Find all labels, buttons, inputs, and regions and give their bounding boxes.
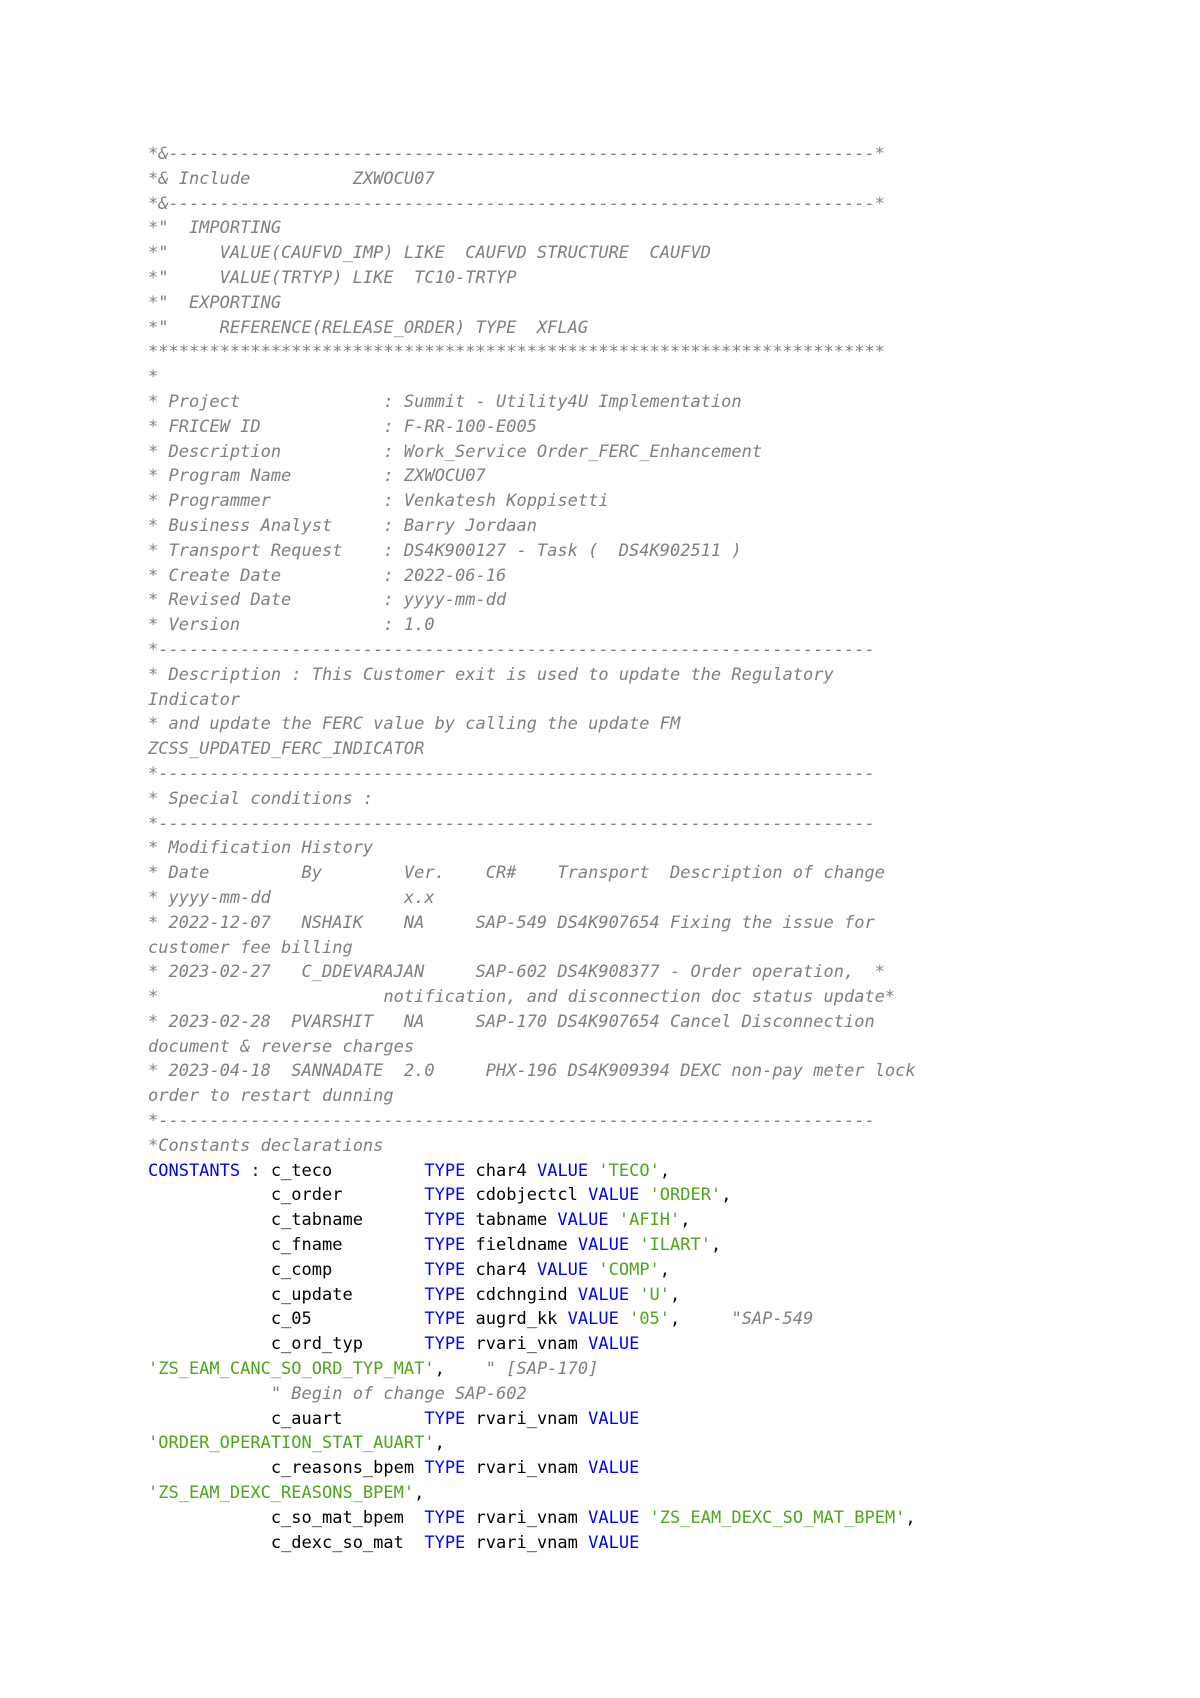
code-line (148, 564, 1168, 589)
comment-token: * Programmer : Venkatesh Koppisetti (148, 491, 609, 512)
code-line (148, 1382, 1168, 1407)
comment-token: * Create Date : 2022-06-16 (148, 565, 507, 586)
code-line (148, 712, 1168, 737)
code-token: augrd_kk (475, 1309, 568, 1330)
code-token: , (680, 1210, 691, 1231)
comment-token: " [SAP-170] (485, 1359, 599, 1380)
code-line (148, 440, 1168, 465)
code-line (148, 266, 1168, 291)
comment-token: *& Include ZXWOCU07 (148, 168, 435, 189)
comment-token: * 2023-04-18 SANNADATE 2.0 PHX-196 DS4K909394 DEXC non-pay meter lock (148, 1061, 916, 1082)
code-token: , (670, 1309, 732, 1330)
code-token: , (434, 1359, 486, 1380)
keyword-token: VALUE (577, 1235, 640, 1256)
comment-token: * yyyy-mm-dd x.x (148, 887, 435, 908)
keyword-token: TYPE (424, 1284, 476, 1305)
code-line (148, 638, 1168, 663)
comment-token: ZCSS_UPDATED_FERC_INDICATOR (148, 739, 425, 760)
code-line (148, 1431, 1168, 1456)
keyword-token: VALUE (588, 1532, 640, 1553)
code-line (148, 1307, 1168, 1332)
keyword-token: TYPE (424, 1185, 476, 1206)
comment-token: *" IMPORTING (148, 218, 282, 239)
code-token: rvari_vnam (475, 1532, 589, 1553)
code-line (148, 415, 1168, 440)
code-line (148, 1456, 1168, 1481)
code-line (148, 762, 1168, 787)
comment-token: *---------------------------------------------------------------------- (148, 639, 875, 660)
comment-token: *" VALUE(CAUFVD_IMP) LIKE CAUFVD STRUCTURE CAUFVD (148, 243, 711, 264)
code-line (148, 886, 1168, 911)
code-line (148, 985, 1168, 1010)
string-token: 'TECO' (598, 1160, 660, 1181)
comment-token: * Modification History (148, 838, 374, 859)
comment-token: *---------------------------------------------------------------------- (148, 1111, 875, 1132)
keyword-token: VALUE (567, 1309, 630, 1330)
comment-token: * Program Name : ZXWOCU07 (148, 466, 486, 487)
comment-token: *&---------------------------------------------------------------------* (148, 144, 885, 164)
code-token: c_update (148, 1284, 425, 1305)
code-line (148, 1159, 1168, 1184)
code-line (148, 812, 1168, 837)
code-line (148, 142, 1168, 167)
code-token: rvari_vnam (475, 1334, 589, 1355)
keyword-token: VALUE (588, 1185, 650, 1206)
comment-token: *" REFERENCE(RELEASE_ORDER) TYPE XFLAG (148, 317, 589, 338)
comment-token: ************************************************************************ (148, 342, 885, 363)
code-token: , (659, 1160, 671, 1181)
comment-token: * notification, and disconnection doc status update* (148, 987, 896, 1008)
code-line (148, 1233, 1168, 1258)
code-token: fieldname (475, 1235, 578, 1256)
comment-token: *---------------------------------------------------------------------- (148, 813, 875, 834)
code-line (148, 390, 1168, 415)
code-token: cdchngind (475, 1284, 578, 1305)
code-line (148, 1059, 1168, 1084)
code-line (148, 1010, 1168, 1035)
code-token: c_tabname (148, 1210, 425, 1231)
code-token: c_so_mat_bpem (148, 1507, 425, 1528)
code-line (148, 936, 1168, 961)
code-line (148, 1332, 1168, 1357)
code-line (148, 1134, 1168, 1159)
keyword-token: TYPE (424, 1458, 476, 1479)
code-line (148, 241, 1168, 266)
code-token: rvari_vnam (475, 1507, 589, 1528)
keyword-token: VALUE (577, 1284, 640, 1305)
keyword-token: TYPE (424, 1259, 476, 1280)
code-token: , (434, 1433, 445, 1454)
comment-token: Indicator (148, 689, 241, 710)
code-token: c_dexc_so_mat (148, 1532, 425, 1553)
code-line (148, 613, 1168, 638)
keyword-token: TYPE (424, 1532, 476, 1553)
keyword-token: TYPE (424, 1408, 476, 1429)
code-token: , (710, 1235, 722, 1256)
string-token: 'ZS_EAM_DEXC_SO_MAT_BPEM' (649, 1507, 906, 1528)
keyword-token: TYPE (424, 1235, 476, 1256)
code-token: c_comp (148, 1259, 425, 1280)
code-line (148, 911, 1168, 936)
code-line (148, 1035, 1168, 1060)
comment-token: * Revised Date : yyyy-mm-dd (148, 590, 507, 611)
code-line (148, 1481, 1168, 1506)
comment-token: * Version : 1.0 (148, 615, 435, 636)
string-token: '05' (629, 1309, 671, 1330)
keyword-token: TYPE (424, 1210, 476, 1231)
keyword-token: TYPE (424, 1507, 476, 1528)
code-token: char4 (475, 1160, 537, 1181)
string-token: 'ZS_EAM_DEXC_REASONS_BPEM' (148, 1483, 415, 1504)
code-line (148, 836, 1168, 861)
code-line (148, 588, 1168, 613)
code-token: c_ord_typ (148, 1334, 425, 1355)
code-token: c_auart (148, 1408, 425, 1429)
code-line (148, 365, 1168, 390)
code-line (148, 1506, 1168, 1531)
string-token: 'ILART' (639, 1235, 711, 1256)
code-token: c_order (148, 1185, 425, 1206)
code-line (148, 1258, 1168, 1283)
code-line (148, 1357, 1168, 1382)
code-token: rvari_vnam (475, 1408, 589, 1429)
comment-token: *&---------------------------------------------------------------------* (148, 193, 885, 214)
comment-token: *" EXPORTING (148, 292, 282, 313)
code-line (148, 1084, 1168, 1109)
code-line (148, 464, 1168, 489)
comment-token: * (148, 367, 159, 388)
keyword-token: CONSTANTS : (148, 1160, 271, 1181)
comment-token: *" VALUE(TRTYP) LIKE TC10-TRTYP (148, 267, 517, 288)
code-line (148, 167, 1168, 192)
string-token: 'ZS_EAM_CANC_SO_ORD_TYP_MAT' (148, 1359, 435, 1380)
comment-token: * 2023-02-28 PVARSHIT NA SAP-170 DS4K907654 Cancel Disconnection (148, 1011, 875, 1032)
keyword-token: VALUE (588, 1507, 650, 1528)
keyword-token: TYPE (424, 1309, 476, 1330)
code-line (148, 291, 1168, 316)
code-token: rvari_vnam (475, 1458, 589, 1479)
code-line (148, 1531, 1168, 1556)
code-token: c_reasons_bpem (148, 1458, 425, 1479)
comment-token: * 2023-02-27 C_DDEVARAJAN SAP-602 DS4K908377 - Order operation, * (148, 962, 885, 983)
code-line (148, 340, 1168, 365)
code-token: tabname (475, 1210, 558, 1231)
comment-token: document & reverse charges (148, 1036, 415, 1057)
string-token: 'U' (639, 1284, 671, 1305)
code-token: c_teco (270, 1160, 425, 1181)
code-line (148, 1109, 1168, 1134)
comment-token: customer fee billing (148, 937, 353, 958)
comment-token: order to restart dunning (148, 1086, 394, 1107)
code-line (148, 489, 1168, 514)
code-line (148, 688, 1168, 713)
comment-token: * Description : Work_Service Order_FERC_Enhancement (148, 441, 763, 462)
code-token: , (721, 1185, 732, 1206)
comment-token: * Project : Summit - Utility4U Implementation (148, 391, 742, 412)
keyword-token: VALUE (588, 1334, 640, 1355)
code-line (148, 960, 1168, 985)
comment-token: * and update the FERC value by calling the update FM (148, 714, 681, 735)
code-token: c_fname (148, 1235, 425, 1256)
code-token: c_05 (148, 1309, 425, 1330)
code-line (148, 787, 1168, 812)
string-token: 'ORDER' (649, 1185, 722, 1206)
code-line (148, 1208, 1168, 1233)
code-token: , (414, 1483, 425, 1504)
code-line (148, 861, 1168, 886)
keyword-token: TYPE (424, 1334, 476, 1355)
keyword-token: VALUE (536, 1160, 599, 1181)
code-line (148, 216, 1168, 241)
comment-token: *---------------------------------------------------------------------- (148, 763, 875, 784)
code-line (148, 1283, 1168, 1308)
code-line (148, 737, 1168, 762)
code-line (148, 514, 1168, 539)
keyword-token: TYPE (424, 1160, 476, 1181)
keyword-token: VALUE (588, 1458, 640, 1479)
code-token: cdobjectcl (475, 1185, 589, 1206)
string-token: 'AFIH' (618, 1210, 681, 1231)
code-line (148, 1183, 1168, 1208)
comment-token: * Description : This Customer exit is used to update the Regulatory (148, 664, 834, 685)
code-listing (148, 142, 1168, 1555)
comment-token: * Date By Ver. CR# Transport Description of change (148, 863, 885, 884)
comment-token: * 2022-12-07 NSHAIK NA SAP-549 DS4K907654 Fixing the issue for (148, 912, 875, 933)
comment-token: * FRICEW ID : F-RR-100-E005 (148, 416, 537, 437)
code-token: , (659, 1259, 671, 1280)
keyword-token: VALUE (536, 1259, 599, 1280)
comment-token: "SAP-549 (731, 1309, 814, 1330)
code-token: , (905, 1507, 916, 1528)
keyword-token: VALUE (588, 1408, 640, 1429)
code-line (148, 192, 1168, 217)
comment-token: " Begin of change SAP-602 (270, 1383, 527, 1404)
comment-token: * Business Analyst : Barry Jordaan (148, 515, 537, 536)
string-token: 'ORDER_OPERATION_STAT_AUART' (148, 1433, 435, 1454)
code-token: char4 (475, 1259, 537, 1280)
code-line (148, 663, 1168, 688)
comment-token: * Transport Request : DS4K900127 - Task ( DS4K902511 ) (148, 540, 742, 561)
comment-token: * Special conditions : (148, 788, 374, 809)
comment-token: *Constants declarations (148, 1135, 384, 1156)
keyword-token: VALUE (557, 1210, 619, 1231)
string-token: 'COMP' (598, 1259, 660, 1280)
code-line (148, 316, 1168, 341)
code-token: , (670, 1284, 681, 1305)
code-line (148, 539, 1168, 564)
code-token (148, 1384, 271, 1404)
code-line (148, 1407, 1168, 1432)
